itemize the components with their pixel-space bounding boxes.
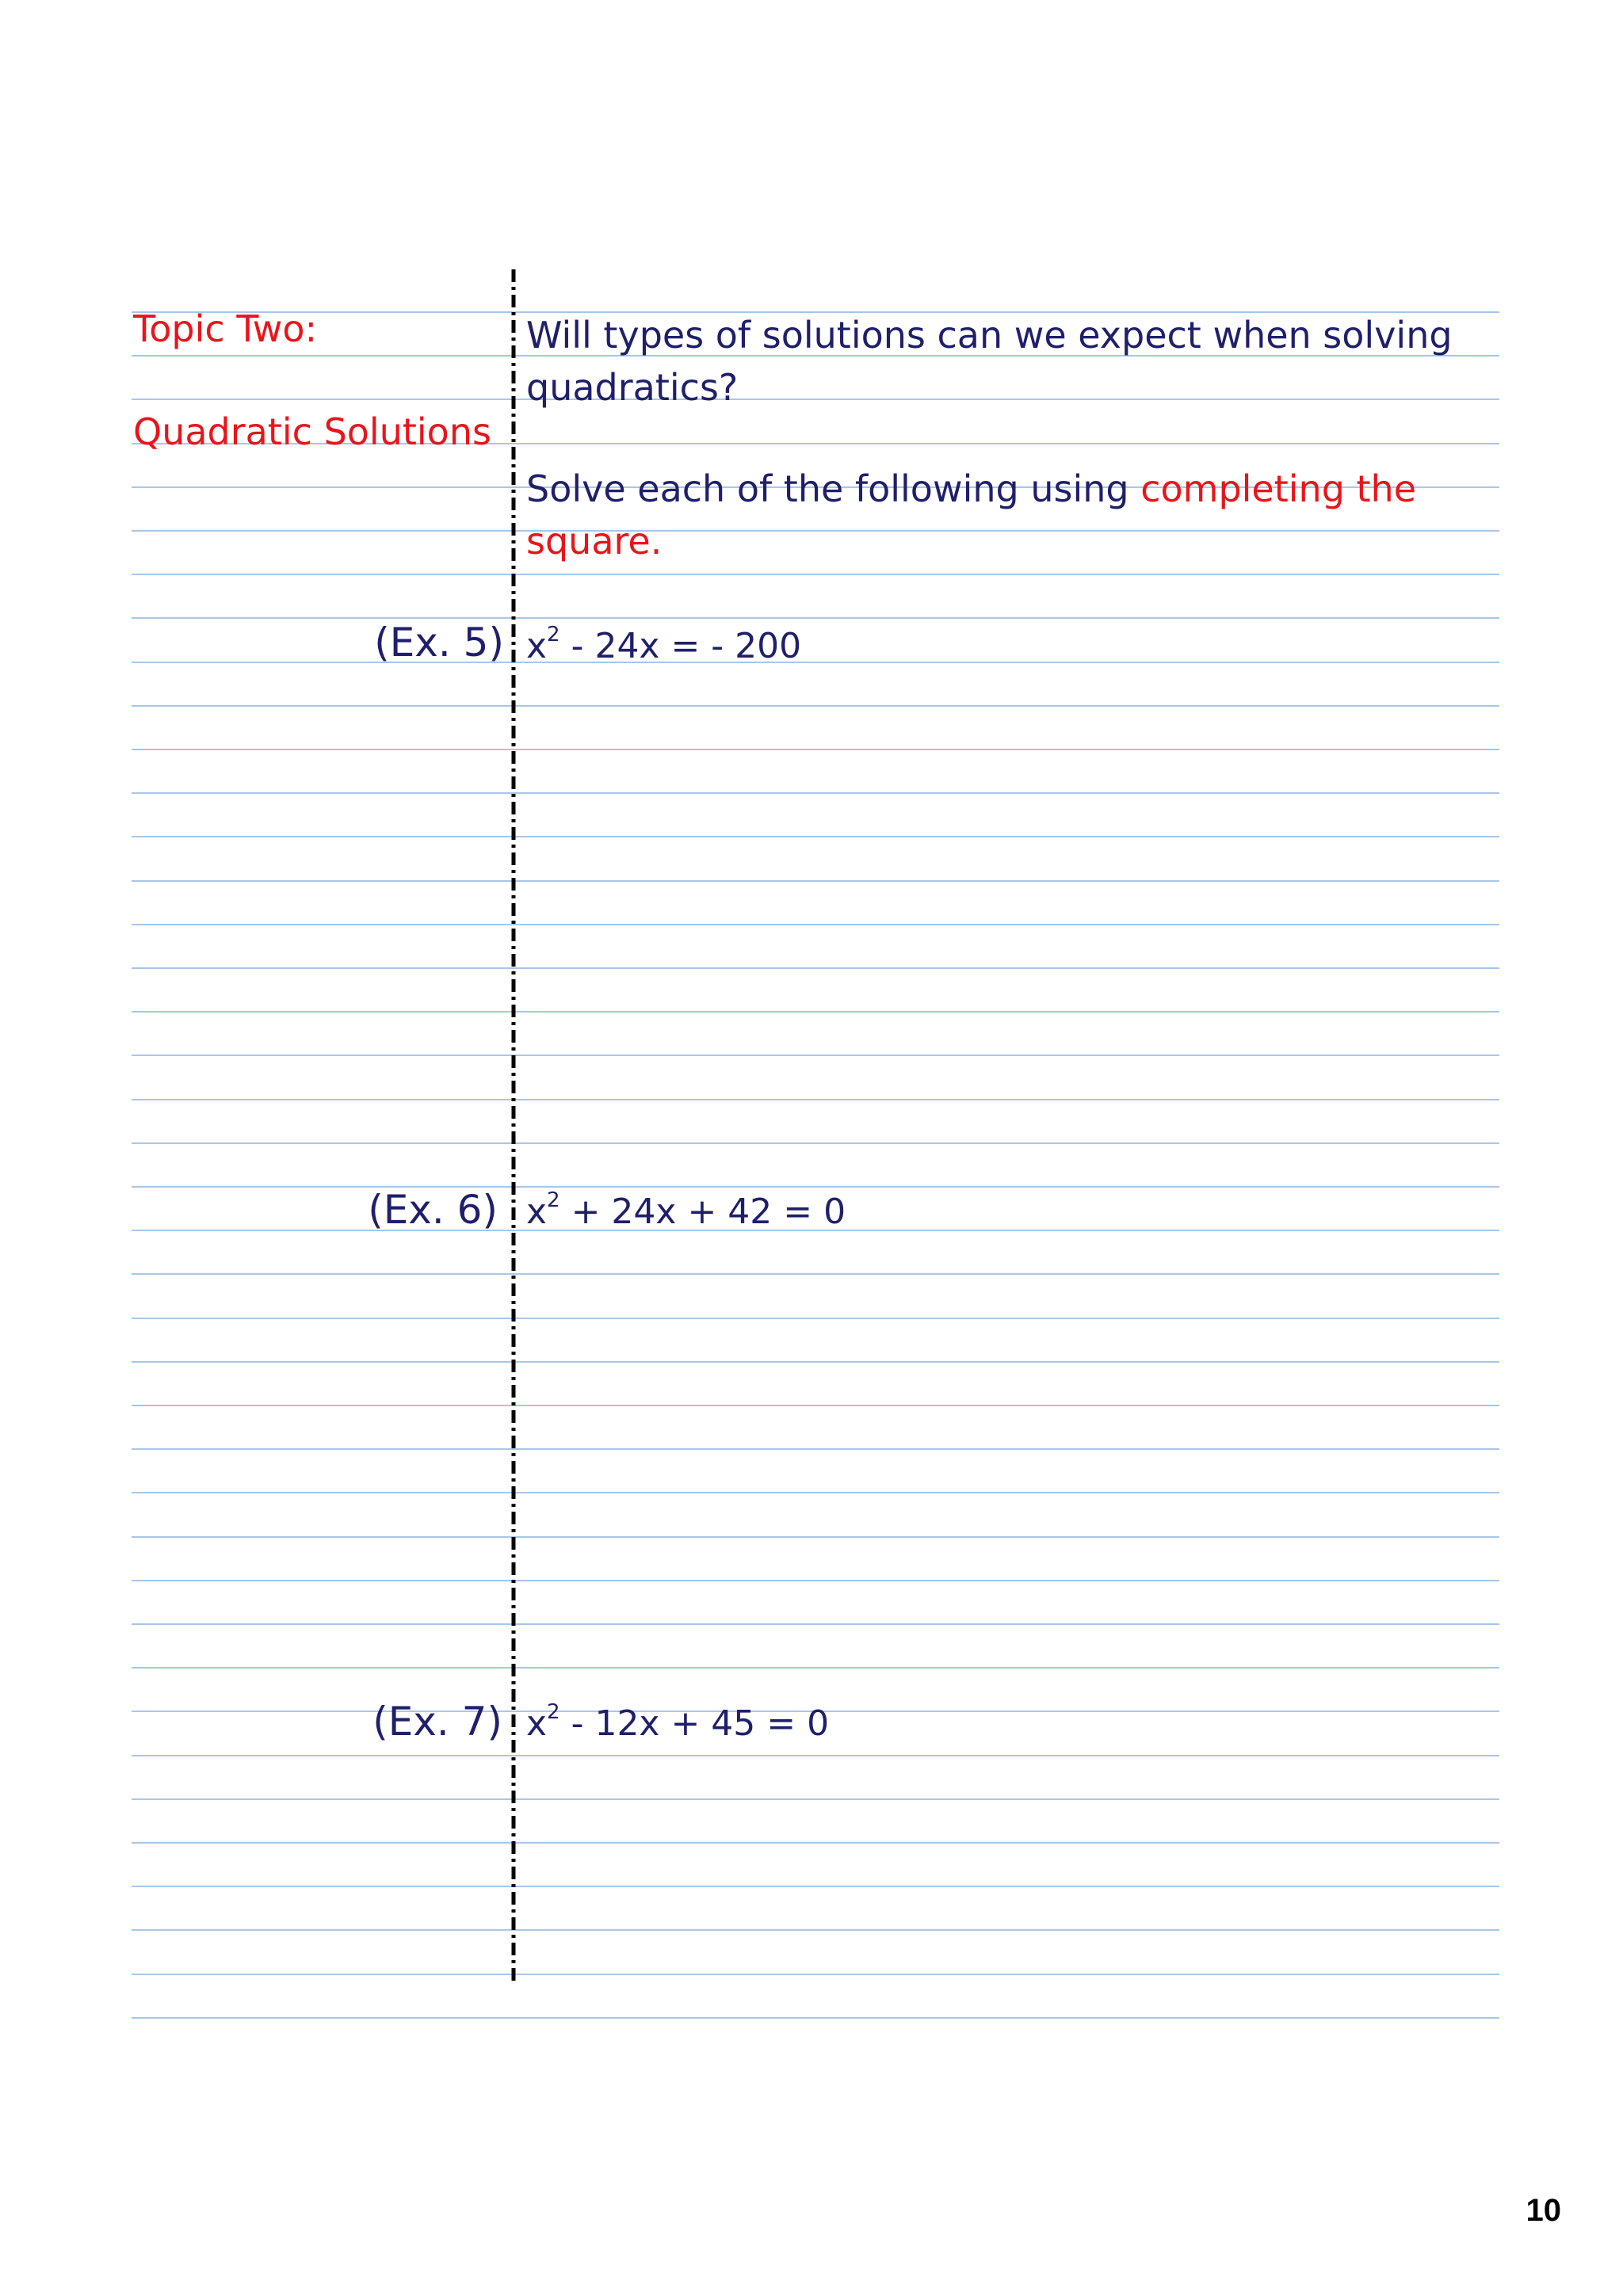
example-7-equation [526, 1700, 830, 1744]
example-6-label: (Ex. 6) [368, 1187, 498, 1233]
question-line-1: Will types of solutions can we expect when solving [526, 314, 1453, 357]
instruction-line-2: square. [526, 520, 663, 563]
example-6-rest: + 24x + 42 = 0 [559, 1192, 846, 1232]
example-5-label: (Ex. 5) [374, 620, 504, 666]
example-5-equation [526, 623, 802, 666]
example-5-variable: x [526, 626, 548, 666]
example-7-variable: x [526, 1703, 548, 1744]
page-number: 10 [1526, 2193, 1561, 2228]
example-7-rest: - 12x + 45 = 0 [559, 1703, 830, 1744]
example-6-variable: x [526, 1192, 548, 1232]
example-6-exponent: 2 [547, 1188, 560, 1212]
example-5-rest: - 24x = - 200 [559, 626, 802, 666]
example-7-label: (Ex. 7) [372, 1699, 502, 1745]
instruction-prefix: Solve each of the following using [526, 467, 1141, 510]
instruction-highlight: completing the [1140, 467, 1417, 510]
topic-name: Quadratic Solutions [133, 410, 491, 453]
instruction-line-1 [526, 467, 1417, 510]
example-5-exponent: 2 [547, 623, 560, 646]
question-line-2: quadratics? [526, 366, 739, 409]
topic-label: Topic Two: [133, 307, 318, 350]
example-7-exponent: 2 [547, 1700, 560, 1724]
example-6-equation [526, 1188, 846, 1232]
